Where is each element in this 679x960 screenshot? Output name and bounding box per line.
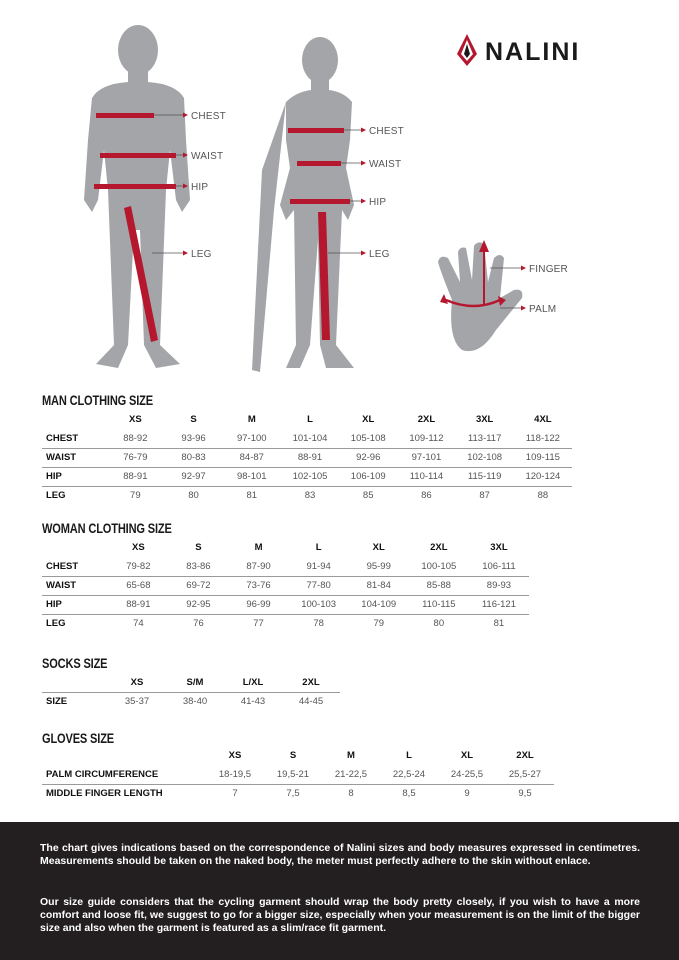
size-value: 93-96 — [164, 429, 222, 448]
size-value: 98-101 — [223, 467, 281, 486]
size-value: 96-99 — [229, 595, 289, 614]
size-value: 87 — [479, 490, 490, 502]
size-value: 88-91 — [106, 467, 164, 486]
size-header: L — [307, 414, 313, 425]
size-value: 80 — [188, 490, 199, 502]
size-header: 2XL — [516, 750, 534, 761]
footer-notes — [0, 822, 679, 960]
man-section-title: MAN CLOTHING SIZE — [42, 393, 153, 408]
size-value: 97-100 — [223, 429, 281, 448]
size-value: 104-109 — [349, 595, 409, 614]
row-label: LEG — [46, 490, 66, 502]
size-value: 106-109 — [339, 467, 397, 486]
size-value: 102-105 — [281, 467, 339, 486]
size-header: XL — [362, 414, 375, 425]
size-value: 110-115 — [409, 595, 469, 614]
size-value: 81-84 — [349, 576, 409, 595]
size-value: 92-96 — [339, 448, 397, 467]
size-value: 8,5 — [402, 788, 416, 800]
size-value: 74 — [133, 618, 144, 630]
woman-size-table — [42, 538, 529, 633]
table-row — [42, 692, 340, 711]
size-value: 76-79 — [106, 448, 164, 467]
size-value: 106-111 — [469, 557, 529, 576]
size-value: 65-68 — [108, 576, 168, 595]
footer-note-measures: The chart gives indications based on the correspondence of Nalini sizes and body measures expressed in centimetres. Measurements should be taken on the naked body, the meter must perfectly adhere to the skin without enlace. — [40, 842, 640, 867]
table-row — [42, 614, 529, 633]
size-value: 100-105 — [409, 557, 469, 576]
size-value: 85 — [362, 490, 374, 502]
size-value: 77 — [253, 618, 264, 630]
size-header: M — [254, 542, 263, 553]
row-label: MIDDLE FINGER LENGTH — [46, 788, 163, 800]
man-chest-label: CHEST — [191, 111, 226, 122]
size-header: 2XL — [417, 414, 436, 425]
size-value: 95-99 — [349, 557, 409, 576]
socks-section-title: SOCKS SIZE — [42, 656, 108, 671]
size-value: 83-86 — [168, 557, 228, 576]
size-value: 69-72 — [168, 576, 228, 595]
size-value: 91-94 — [289, 557, 349, 576]
table-row — [42, 429, 572, 448]
size-value: 76 — [193, 618, 204, 630]
size-header: S — [289, 750, 297, 761]
woman-chest-label: CHEST — [369, 126, 404, 137]
size-header: 4XL — [534, 414, 552, 425]
nalini-logo — [455, 30, 655, 70]
size-header: XL — [372, 542, 385, 553]
woman-size-header — [42, 538, 529, 557]
size-value: 79 — [373, 618, 385, 630]
size-value: 81 — [246, 490, 258, 502]
size-value: 97-101 — [397, 448, 455, 467]
size-value: 79-82 — [108, 557, 168, 576]
table-row — [42, 448, 572, 467]
size-value: 88-91 — [281, 448, 339, 467]
size-value: 113-117 — [456, 429, 514, 448]
woman-figure — [252, 37, 354, 372]
size-value: 80 — [433, 618, 445, 630]
palm-label: PALM — [529, 304, 557, 315]
row-label: HIP — [42, 595, 108, 614]
size-header: XS — [129, 414, 142, 425]
man-hip-label: HIP — [191, 182, 209, 193]
size-value: 79 — [130, 490, 141, 502]
size-header: 3XL — [475, 414, 494, 425]
size-header: S/M — [166, 673, 224, 692]
row-label: WAIST — [42, 448, 106, 467]
size-header: 2XL — [430, 542, 448, 553]
size-value: 115-119 — [456, 467, 514, 486]
size-header: 3XL — [490, 542, 508, 553]
size-value: 8 — [348, 788, 354, 800]
size-value: 21-22,5 — [322, 765, 380, 784]
finger-label: FINGER — [529, 264, 568, 275]
size-value: 110-114 — [397, 467, 455, 486]
socks-size-header — [42, 673, 340, 692]
row-label: CHEST — [42, 429, 106, 448]
size-value: 84-87 — [223, 448, 281, 467]
size-value: 92-97 — [164, 467, 222, 486]
size-header: XL — [460, 750, 474, 761]
socks-size-table — [42, 673, 340, 711]
size-header: M — [247, 414, 256, 425]
size-header: M — [347, 750, 355, 761]
row-label: SIZE — [46, 696, 68, 708]
size-value: 89-93 — [469, 576, 529, 595]
table-row — [42, 595, 529, 614]
size-value: 78 — [313, 618, 324, 630]
size-value: 88 — [537, 490, 549, 502]
size-value: 25,5-27 — [496, 765, 554, 784]
size-value: 100-103 — [289, 595, 349, 614]
table-row — [42, 557, 529, 576]
table-row — [42, 486, 572, 505]
size-value: 88-92 — [106, 429, 164, 448]
row-label: CHEST — [42, 557, 108, 576]
size-value: 120-124 — [514, 467, 572, 486]
size-value: 83 — [304, 490, 316, 502]
gloves-size-header — [42, 746, 554, 765]
size-header: 2XL — [282, 673, 340, 692]
size-value: 87-90 — [229, 557, 289, 576]
size-value: 101-104 — [281, 429, 339, 448]
size-value: 24-25,5 — [438, 765, 496, 784]
size-value: 9 — [464, 788, 470, 800]
row-label: WAIST — [42, 576, 108, 595]
woman-leg-label: LEG — [369, 249, 390, 260]
glove-figure — [438, 242, 522, 351]
man-figure — [84, 25, 190, 368]
size-value: 7 — [232, 788, 238, 800]
footer-note-fit: Our size guide considers that the cycling garment should wrap the body pretty closely, if you wish to have a more comfort and loose fit, we suggest to go for a bigger size, especially when your measurement is on the limit of the bigger size and also when the garment is featured as a slim/race fit garment. — [40, 896, 640, 934]
size-value: 109-115 — [514, 448, 572, 467]
row-label: LEG — [46, 618, 66, 630]
size-value: 18-19,5 — [206, 765, 264, 784]
brand-name: NALINI — [485, 38, 581, 66]
gloves-size-table — [42, 746, 554, 803]
size-value: 81 — [493, 618, 505, 630]
man-leg-label: LEG — [191, 249, 212, 260]
size-value: 92-95 — [168, 595, 228, 614]
woman-section-title: WOMAN CLOTHING SIZE — [42, 521, 172, 536]
gloves-section-title: GLOVES SIZE — [42, 731, 115, 746]
size-value: 116-121 — [469, 595, 529, 614]
size-value: 35-37 — [124, 696, 150, 708]
size-value: 80-83 — [164, 448, 222, 467]
table-row — [42, 765, 554, 784]
size-value: 109-112 — [397, 429, 455, 448]
size-value: 22,5-24 — [380, 765, 438, 784]
man-size-table — [42, 410, 572, 505]
row-label: HIP — [42, 467, 106, 486]
man-size-header — [42, 410, 572, 429]
size-header: L — [406, 750, 412, 761]
size-value: 38-40 — [182, 696, 208, 708]
man-waist-label: WAIST — [191, 151, 224, 162]
size-value: 9,5 — [518, 788, 532, 800]
size-value: 77-80 — [289, 576, 349, 595]
size-header: S — [195, 542, 202, 553]
size-value: 85-88 — [409, 576, 469, 595]
size-value: 19,5-21 — [264, 765, 322, 784]
size-value: 88-91 — [108, 595, 168, 614]
table-row — [42, 576, 529, 595]
size-header: L — [315, 542, 322, 553]
size-value: 102-108 — [456, 448, 514, 467]
woman-waist-label: WAIST — [369, 159, 402, 170]
size-value: 73-76 — [229, 576, 289, 595]
row-label: PALM CIRCUMFERENCE — [42, 765, 206, 784]
size-value: 105-108 — [339, 429, 397, 448]
size-value: 41-43 — [240, 696, 266, 708]
table-row — [42, 467, 572, 486]
woman-hip-label: HIP — [369, 197, 387, 208]
table-row — [42, 784, 554, 803]
nalini-emblem-icon — [457, 34, 477, 66]
size-value: 86 — [421, 490, 432, 502]
size-value: 118-122 — [514, 429, 572, 448]
size-header: XS — [228, 750, 242, 761]
size-header: S — [190, 414, 197, 425]
size-header: XS — [108, 673, 166, 692]
size-header: XS — [132, 542, 145, 553]
size-header: L/XL — [224, 673, 282, 692]
size-value: 44-45 — [298, 696, 324, 708]
size-value: 7,5 — [286, 788, 300, 800]
